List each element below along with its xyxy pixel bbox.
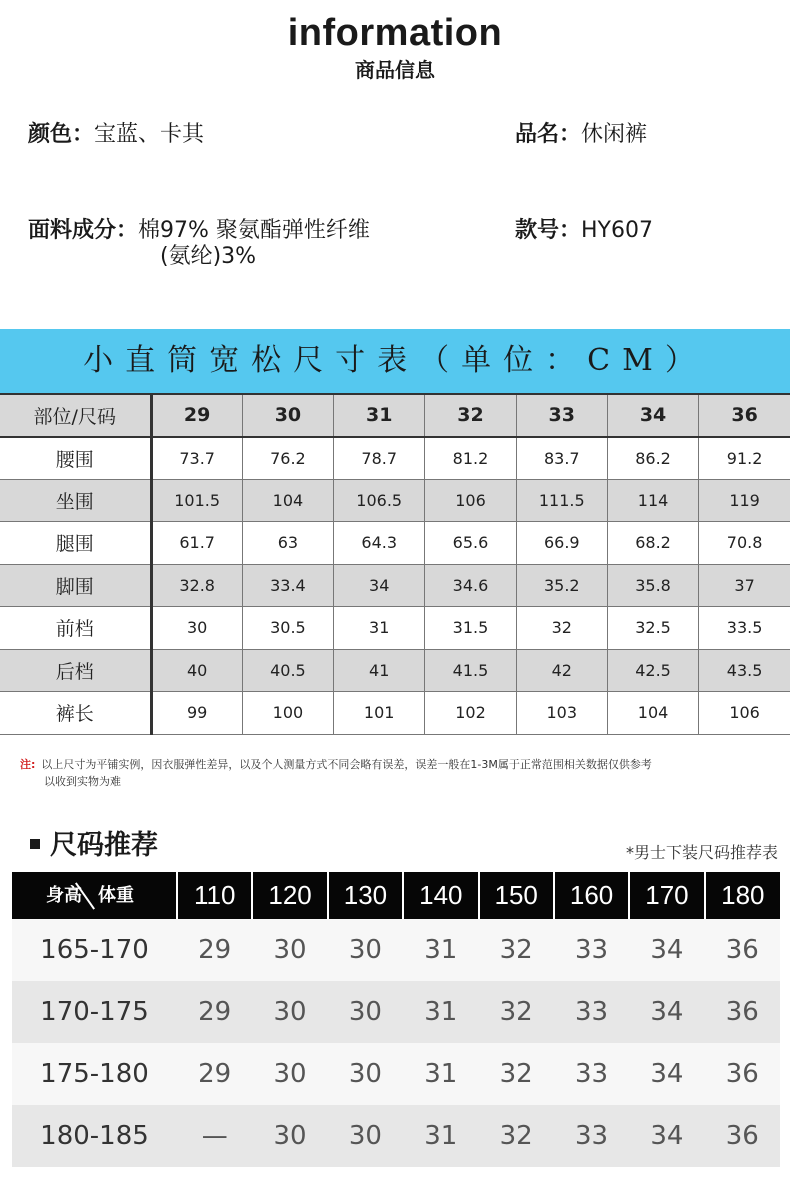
measurement-value: 42.5 xyxy=(607,649,698,692)
recommended-size: 30 xyxy=(328,1043,403,1105)
measurement-value: 114 xyxy=(607,479,698,522)
recommended-size: 34 xyxy=(629,981,704,1043)
size-chart-table xyxy=(0,393,790,735)
measurement-value: 106 xyxy=(425,479,516,522)
measurement-value: 33.4 xyxy=(242,564,333,607)
measurement-value: 104 xyxy=(242,479,333,522)
measurement-value: 100 xyxy=(242,692,333,735)
measurement-value: 40 xyxy=(151,649,242,692)
recommend-title-text: 尺码推荐 xyxy=(50,830,158,861)
measurement-label: 腰围 xyxy=(0,437,151,480)
recommend-row xyxy=(12,1043,780,1105)
recommend-header-row xyxy=(12,872,780,919)
measurement-value: 31.5 xyxy=(425,607,516,650)
height-range: 170-175 xyxy=(12,981,177,1043)
measurement-value: 101 xyxy=(334,692,425,735)
measurement-value: 83.7 xyxy=(516,437,607,480)
measurement-label: 前档 xyxy=(0,607,151,650)
info-fabric xyxy=(28,218,468,270)
measurement-value: 32.5 xyxy=(607,607,698,650)
recommended-size: 30 xyxy=(252,1105,327,1167)
size-chart-row xyxy=(0,564,790,607)
weight-column-header: 170 xyxy=(629,872,704,919)
measurement-value: 35.8 xyxy=(607,564,698,607)
height-range: 180-185 xyxy=(12,1105,177,1167)
measurement-value: 34.6 xyxy=(425,564,516,607)
recommend-row xyxy=(12,919,780,981)
recommend-corner-cell xyxy=(12,872,177,919)
size-header-cell: 32 xyxy=(425,394,516,437)
weight-column-header: 110 xyxy=(177,872,252,919)
note-line1: 以上尺寸为平铺实例，因衣服弹性差异，以及个人测量方式不同会略有误差，误差一般在1-3M属于正常范围相关数据仅供参考 xyxy=(41,758,652,771)
height-header: 身高 xyxy=(46,885,82,906)
recommended-size: 32 xyxy=(479,919,554,981)
style-label: 款号： xyxy=(515,218,582,243)
measurement-value: 43.5 xyxy=(699,649,790,692)
measurement-value: 34 xyxy=(334,564,425,607)
measurement-value: 99 xyxy=(151,692,242,735)
name-value: 休闲裤 xyxy=(581,122,648,147)
measurement-value: 101.5 xyxy=(151,479,242,522)
measurement-value: 33.5 xyxy=(699,607,790,650)
measurement-value: 41 xyxy=(334,649,425,692)
recommended-size: 36 xyxy=(705,1105,780,1167)
recommend-row xyxy=(12,1105,780,1167)
recommended-size: 29 xyxy=(177,919,252,981)
recommended-size: 33 xyxy=(554,919,629,981)
size-chart-row xyxy=(0,607,790,650)
measurement-value: 76.2 xyxy=(242,437,333,480)
recommended-size: 34 xyxy=(629,919,704,981)
recommended-size: 30 xyxy=(328,981,403,1043)
recommended-size: 30 xyxy=(328,1105,403,1167)
recommended-size: — xyxy=(177,1105,252,1167)
weight-header: 体重 xyxy=(98,885,134,906)
recommended-size: 34 xyxy=(629,1105,704,1167)
recommended-size: 33 xyxy=(554,981,629,1043)
info-color xyxy=(28,122,204,148)
recommended-size: 31 xyxy=(403,919,478,981)
size-chart-title: 小直筒宽松尺寸表（单位：CM） xyxy=(83,343,707,378)
recommended-size: 30 xyxy=(252,1043,327,1105)
measurement-value: 30.5 xyxy=(242,607,333,650)
weight-column-header: 130 xyxy=(328,872,403,919)
measurement-value: 30 xyxy=(151,607,242,650)
measurement-value: 86.2 xyxy=(607,437,698,480)
page-header xyxy=(0,10,790,84)
height-range: 165-170 xyxy=(12,919,177,981)
recommended-size: 30 xyxy=(252,919,327,981)
measurement-value: 106 xyxy=(699,692,790,735)
measurement-value: 104 xyxy=(607,692,698,735)
measurement-label: 腿围 xyxy=(0,522,151,565)
size-header-cell: 36 xyxy=(699,394,790,437)
size-chart-row xyxy=(0,692,790,735)
size-header-cell: 29 xyxy=(151,394,242,437)
size-chart-banner xyxy=(0,329,790,393)
recommended-size: 31 xyxy=(403,981,478,1043)
size-chart-row xyxy=(0,479,790,522)
header-title: information xyxy=(287,12,503,54)
height-range: 175-180 xyxy=(12,1043,177,1105)
weight-column-header: 120 xyxy=(252,872,327,919)
header-subtitle: 商品信息 xyxy=(355,58,435,82)
weight-column-header: 140 xyxy=(403,872,478,919)
measurement-value: 73.7 xyxy=(151,437,242,480)
size-header-cell: 31 xyxy=(334,394,425,437)
measurement-value: 40.5 xyxy=(242,649,333,692)
note-mark: 注: xyxy=(20,758,36,771)
name-label: 品名： xyxy=(515,122,582,147)
recommended-size: 36 xyxy=(705,1043,780,1105)
fabric-value-line2: (氨纶)3% xyxy=(160,244,257,269)
measurement-value: 68.2 xyxy=(607,522,698,565)
recommended-size: 33 xyxy=(554,1043,629,1105)
measurement-value: 42 xyxy=(516,649,607,692)
measurement-value: 66.9 xyxy=(516,522,607,565)
measurement-value: 61.7 xyxy=(151,522,242,565)
size-chart-row xyxy=(0,437,790,480)
size-header-cell: 33 xyxy=(516,394,607,437)
recommended-size: 34 xyxy=(629,1043,704,1105)
color-value: 宝蓝、卡其 xyxy=(94,122,205,147)
measurement-label: 裤长 xyxy=(0,692,151,735)
recommended-size: 36 xyxy=(705,919,780,981)
size-header-corner: 部位/尺码 xyxy=(0,394,151,437)
recommended-size: 31 xyxy=(403,1043,478,1105)
recommended-size: 29 xyxy=(177,981,252,1043)
measurement-label: 后档 xyxy=(0,649,151,692)
recommended-size: 36 xyxy=(705,981,780,1043)
recommended-size: 33 xyxy=(554,1105,629,1167)
measurement-value: 65.6 xyxy=(425,522,516,565)
measurement-value: 102 xyxy=(425,692,516,735)
recommend-row xyxy=(12,981,780,1043)
weight-column-header: 180 xyxy=(705,872,780,919)
recommended-size: 32 xyxy=(479,1105,554,1167)
measurement-value: 41.5 xyxy=(425,649,516,692)
info-product-name xyxy=(515,122,647,148)
weight-column-header: 160 xyxy=(554,872,629,919)
recommended-size: 30 xyxy=(328,919,403,981)
recommend-title xyxy=(30,829,158,863)
measurement-value: 32 xyxy=(516,607,607,650)
measurement-value: 78.7 xyxy=(334,437,425,480)
measurement-value: 37 xyxy=(699,564,790,607)
size-chart-header-row xyxy=(0,394,790,437)
measurement-value: 64.3 xyxy=(334,522,425,565)
size-chart-row xyxy=(0,522,790,565)
measurement-label: 坐围 xyxy=(0,479,151,522)
measurement-value: 31 xyxy=(334,607,425,650)
recommended-size: 32 xyxy=(479,1043,554,1105)
measurement-value: 106.5 xyxy=(334,479,425,522)
measurement-value: 35.2 xyxy=(516,564,607,607)
size-chart-row xyxy=(0,649,790,692)
measurement-value: 32.8 xyxy=(151,564,242,607)
measurement-value: 63 xyxy=(242,522,333,565)
recommended-size: 32 xyxy=(479,981,554,1043)
measurement-value: 111.5 xyxy=(516,479,607,522)
measurement-value: 91.2 xyxy=(699,437,790,480)
measurement-value: 103 xyxy=(516,692,607,735)
fabric-value-line1: 棉97% 聚氨酯弹性纤维 xyxy=(138,218,370,243)
note-line2: 以收到实物为难 xyxy=(44,775,121,788)
size-header-cell: 34 xyxy=(607,394,698,437)
fabric-label: 面料成分： xyxy=(28,218,139,243)
bullet-square-icon xyxy=(30,839,40,849)
measurement-note xyxy=(20,756,780,790)
recommended-size: 29 xyxy=(177,1043,252,1105)
weight-column-header: 150 xyxy=(479,872,554,919)
info-style-number xyxy=(515,218,653,244)
style-value: HY607 xyxy=(581,218,653,243)
color-label: 颜色： xyxy=(28,122,95,147)
size-recommend-table xyxy=(12,872,780,1167)
measurement-value: 70.8 xyxy=(699,522,790,565)
recommended-size: 30 xyxy=(252,981,327,1043)
size-header-cell: 30 xyxy=(242,394,333,437)
measurement-label: 脚围 xyxy=(0,564,151,607)
recommend-caption: *男士下装尺码推荐表 xyxy=(625,843,778,862)
measurement-value: 119 xyxy=(699,479,790,522)
measurement-value: 81.2 xyxy=(425,437,516,480)
recommended-size: 31 xyxy=(403,1105,478,1167)
